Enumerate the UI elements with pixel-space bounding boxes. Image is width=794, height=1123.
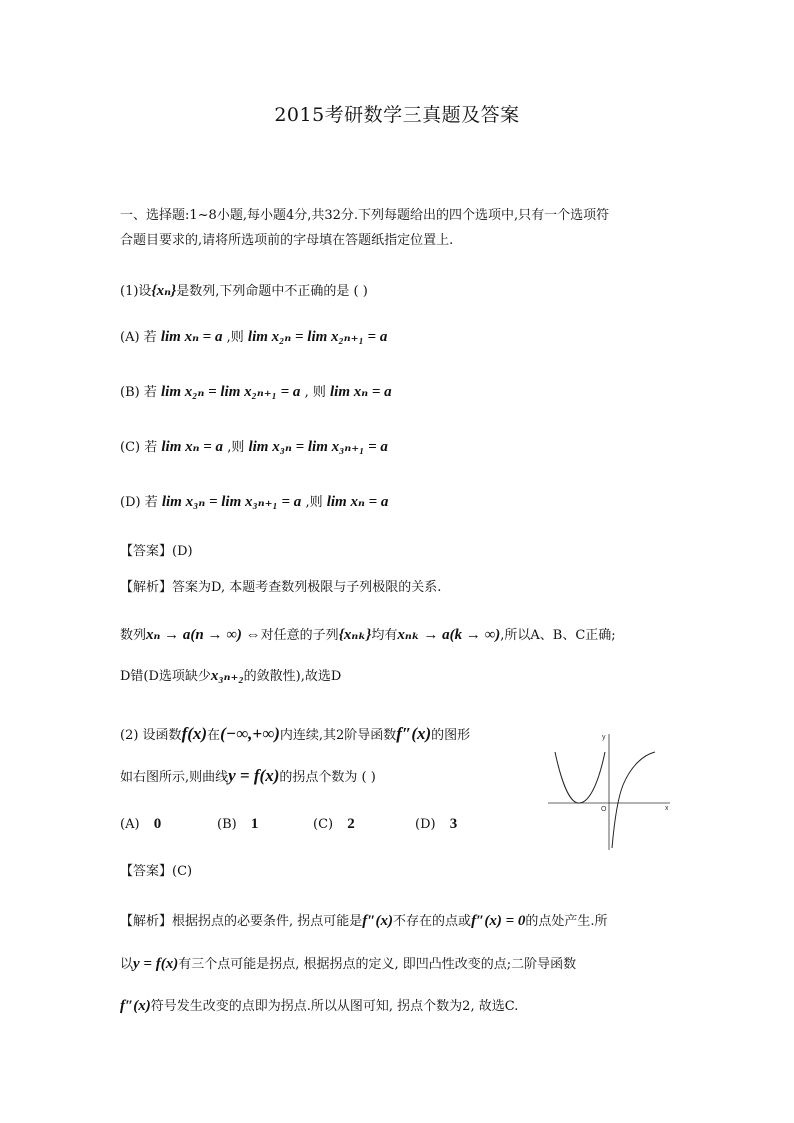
q2-text: 内连续,其2阶导函数 <box>279 728 397 743</box>
q2-text: 的图形 <box>431 728 471 743</box>
analysis-text: 数列 <box>120 628 147 643</box>
curve-right-branch <box>612 752 655 848</box>
option-conclusion: lim xₙ = a <box>326 494 389 510</box>
q2-option-c <box>313 816 355 833</box>
q2-option-b <box>217 816 258 833</box>
option-label: (C) <box>313 817 334 832</box>
option-label: (D) 若 <box>120 495 158 510</box>
option-conclusion: lim xₙ = a <box>329 384 392 400</box>
q1-option-d <box>120 491 388 511</box>
option-condition: lim xₙ = a <box>160 329 223 345</box>
y-axis-label: y <box>602 734 606 741</box>
option-conclusion: lim x₃ₙ = lim x₃ₙ₊₁ = a <box>248 439 388 455</box>
option-label: (D) <box>415 817 436 832</box>
q2-math: (−∞,+∞) <box>220 724 280 743</box>
q2-stem-line1 <box>120 724 470 744</box>
option-value: 2 <box>347 816 355 832</box>
q1-analysis-head: 【解析】答案为D, 本题考查数列极限与子列极限的关系. <box>120 580 442 595</box>
analysis-text: D错(D选项缺少 <box>120 669 211 684</box>
analysis-math: f″(x) <box>362 913 394 929</box>
q2-analysis-line3 <box>120 995 518 1015</box>
analysis-text: 不存在的点或 <box>393 914 472 929</box>
option-label: (B) 若 <box>120 385 157 400</box>
q1-stem <box>120 280 368 300</box>
option-then: ,则 <box>226 330 244 345</box>
second-derivative-graph <box>545 730 675 855</box>
page-title: 2015考研数学三真题及答案 <box>274 104 520 126</box>
q2-text: 如右图所示,则曲线 <box>120 770 229 785</box>
section-intro-line1: 一、选择题:1~8小题,每小题4分,共32分.下列每题给出的四个选项中,只有一个选项符 <box>120 208 610 223</box>
section-intro-line2: 合题目要求的,请将所选项前的字母填在答题纸指定位置上. <box>120 233 454 248</box>
analysis-text: 的点处产生.所 <box>525 914 608 929</box>
analysis-text: 有三个点可能是拐点, 根据拐点的定义, 即凹凸性改变的点;二阶导函数 <box>178 957 577 972</box>
q1-option-b <box>120 381 392 401</box>
analysis-text: 的敛散性),故选D <box>243 669 342 684</box>
q1-option-c <box>120 436 388 456</box>
option-conclusion: lim x₂ₙ = lim x₂ₙ₊₁ = a <box>247 329 388 345</box>
analysis-text: 以 <box>120 957 134 972</box>
q2-analysis-line2 <box>120 953 576 973</box>
option-label: (A) <box>120 817 140 832</box>
q2-math: f″(x) <box>396 724 432 743</box>
x-axis-label: x <box>665 805 669 812</box>
option-then: ,则 <box>227 440 245 455</box>
analysis-math: f″(x) = 0 <box>471 913 526 929</box>
q1-sequence: {xₙ} <box>151 283 177 299</box>
analysis-text: ,所以A、B、C正确; <box>500 628 616 643</box>
q2-stem-line2 <box>120 766 376 786</box>
curve-left-parabola <box>555 752 605 803</box>
option-condition: lim xₙ = a <box>161 439 224 455</box>
q1-analysis-line2 <box>120 665 341 685</box>
q2-text: 的拐点个数为 ( ) <box>279 770 376 785</box>
option-value: 1 <box>250 816 259 832</box>
option-then: , 则 <box>304 385 326 400</box>
option-label: (B) <box>217 817 237 832</box>
q2-analysis-line1 <box>120 910 608 930</box>
q2-option-a <box>120 816 161 833</box>
q1-analysis-line1 <box>120 624 616 644</box>
analysis-text: 【解析】根据拐点的必要条件, 拐点可能是 <box>120 914 363 929</box>
analysis-text: 均有 <box>371 628 398 643</box>
option-value: 3 <box>449 816 458 832</box>
analysis-math: x₃ₙ₊₂ <box>210 668 244 684</box>
option-condition: lim x₃ₙ = lim x₃ₙ₊₁ = a <box>161 494 302 510</box>
q2-option-d <box>415 816 457 833</box>
q2-text: 在 <box>207 728 221 743</box>
q1-answer: 【答案】(D) <box>120 544 193 559</box>
option-value: 0 <box>153 816 162 832</box>
option-label: (C) 若 <box>120 440 158 455</box>
analysis-text: 符号发生改变的点即为拐点.所以从图可知, 拐点个数为2, 故选C. <box>150 999 519 1014</box>
q2-math: f(x) <box>181 724 208 743</box>
q1-option-a <box>120 326 387 346</box>
option-label: (A) 若 <box>120 330 157 345</box>
q2-answer: 【答案】(C) <box>120 864 193 879</box>
analysis-math: xₙₖ → a(k → ∞) <box>397 627 501 643</box>
q2-text: (2) 设函数 <box>120 728 182 743</box>
q2-math: y = f(x) <box>228 766 280 785</box>
analysis-math: {xₙₖ} <box>338 627 372 643</box>
q1-prefix: (1)设 <box>120 284 152 299</box>
q1-suffix: 是数列,下列命题中不正确的是 ( ) <box>176 284 368 299</box>
analysis-math: y = f(x) <box>133 956 179 972</box>
origin-label: O <box>601 806 607 813</box>
analysis-text: 对任意的子列 <box>260 628 339 643</box>
option-condition: lim x₂ₙ = lim x₂ₙ₊₁ = a <box>160 384 301 400</box>
analysis-math: f″(x) <box>120 998 151 1014</box>
option-then: ,则 <box>305 495 323 510</box>
analysis-math: xₙ → a(n → ∞) ⇔ <box>146 627 261 643</box>
